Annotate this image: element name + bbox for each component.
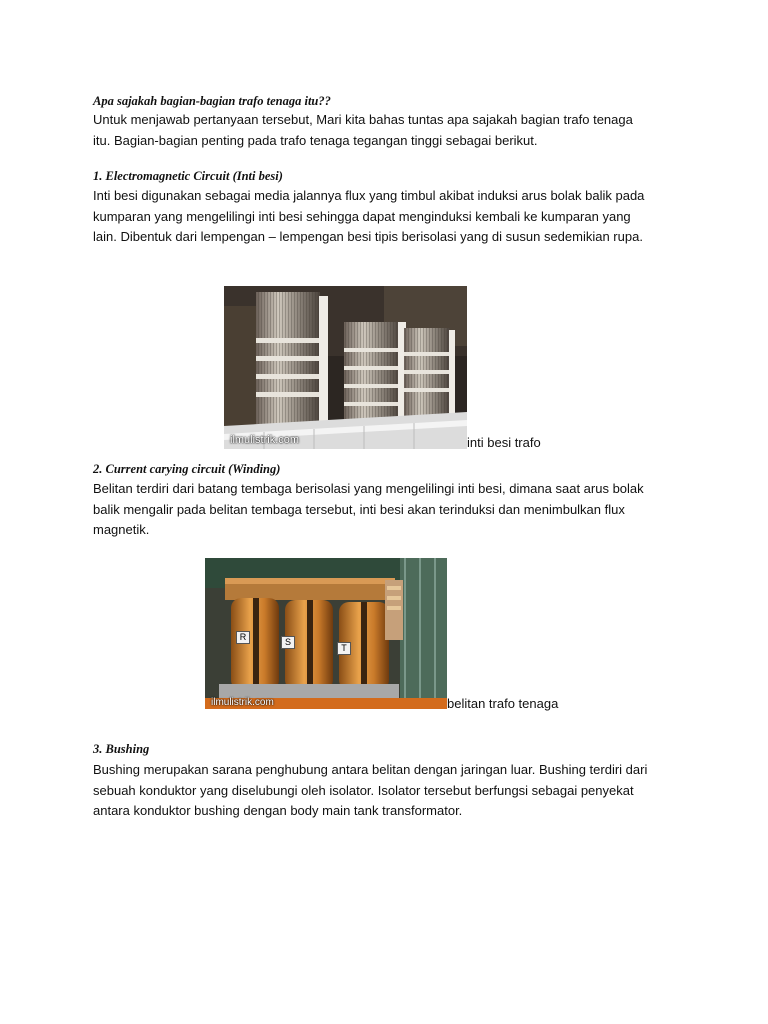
section-3-line: antara konduktor bushing dengan body main tank transformator. <box>93 803 463 819</box>
winding-photo <box>205 558 447 709</box>
section-3-paragraph <box>93 760 693 822</box>
intro-line: Untuk menjawab pertanyaan tersebut, Mari kita bahas tuntas apa sajakah bagian trafo tenaga <box>93 112 633 127</box>
section-3-line: sebuah konduktor yang diselubungi oleh isolator. Isolator tersebut berfungsi sebagai penyekat <box>93 782 634 798</box>
watermark: ilmulistrik.com <box>230 434 300 446</box>
section-2-line: magnetik. <box>93 522 150 538</box>
section-3-heading: 3. Bushing <box>93 742 150 756</box>
section-1-heading: 1. Electromagnetic Circuit (Inti besi) <box>93 169 283 183</box>
section-1-paragraph <box>93 186 693 248</box>
section-2-line: balik mengalir pada belitan tembaga tersebut, inti besi akan terinduksi dan menimbulkan flux <box>93 501 625 517</box>
phase-label-s: S <box>281 636 295 649</box>
section-1-line: Inti besi digunakan sebagai media jalannya flux yang timbul akibat induksi arus bolak balik pada <box>93 188 645 203</box>
section-2-heading: 2. Current carying circuit (Winding) <box>93 462 281 476</box>
section-1-line: lain. Dibentuk dari lempengan – lempengan besi tipis berisolasi yang di susun sedemikian rupa. <box>93 229 643 245</box>
iron-core-photo <box>224 286 467 449</box>
section-2-line: Belitan terdiri dari batang tembaga berisolasi yang mengelilingi inti besi, dimana saat arus bolak <box>93 481 644 496</box>
watermark: ilmulistrik.com <box>211 697 274 708</box>
phase-label-t: T <box>337 642 351 655</box>
section-2-paragraph <box>93 479 693 541</box>
winding-caption: belitan trafo tenaga <box>447 696 559 711</box>
iron-core-caption: inti besi trafo <box>467 435 541 450</box>
intro-line: itu. Bagian-bagian penting pada trafo tenaga tegangan tinggi sebagai berikut. <box>93 132 538 148</box>
intro-paragraph <box>93 110 693 151</box>
intro-question: Apa sajakah bagian-bagian trafo tenaga itu?? <box>93 94 331 108</box>
section-1-line: kumparan yang mengelilingi inti besi sehingga dapat menginduksi kembali ke kumparan yang <box>93 208 631 224</box>
section-3-line: Bushing merupakan sarana penghubung antara belitan dengan jaringan luar. Bushing terdiri dari <box>93 762 648 777</box>
phase-label-r: R <box>236 631 250 644</box>
